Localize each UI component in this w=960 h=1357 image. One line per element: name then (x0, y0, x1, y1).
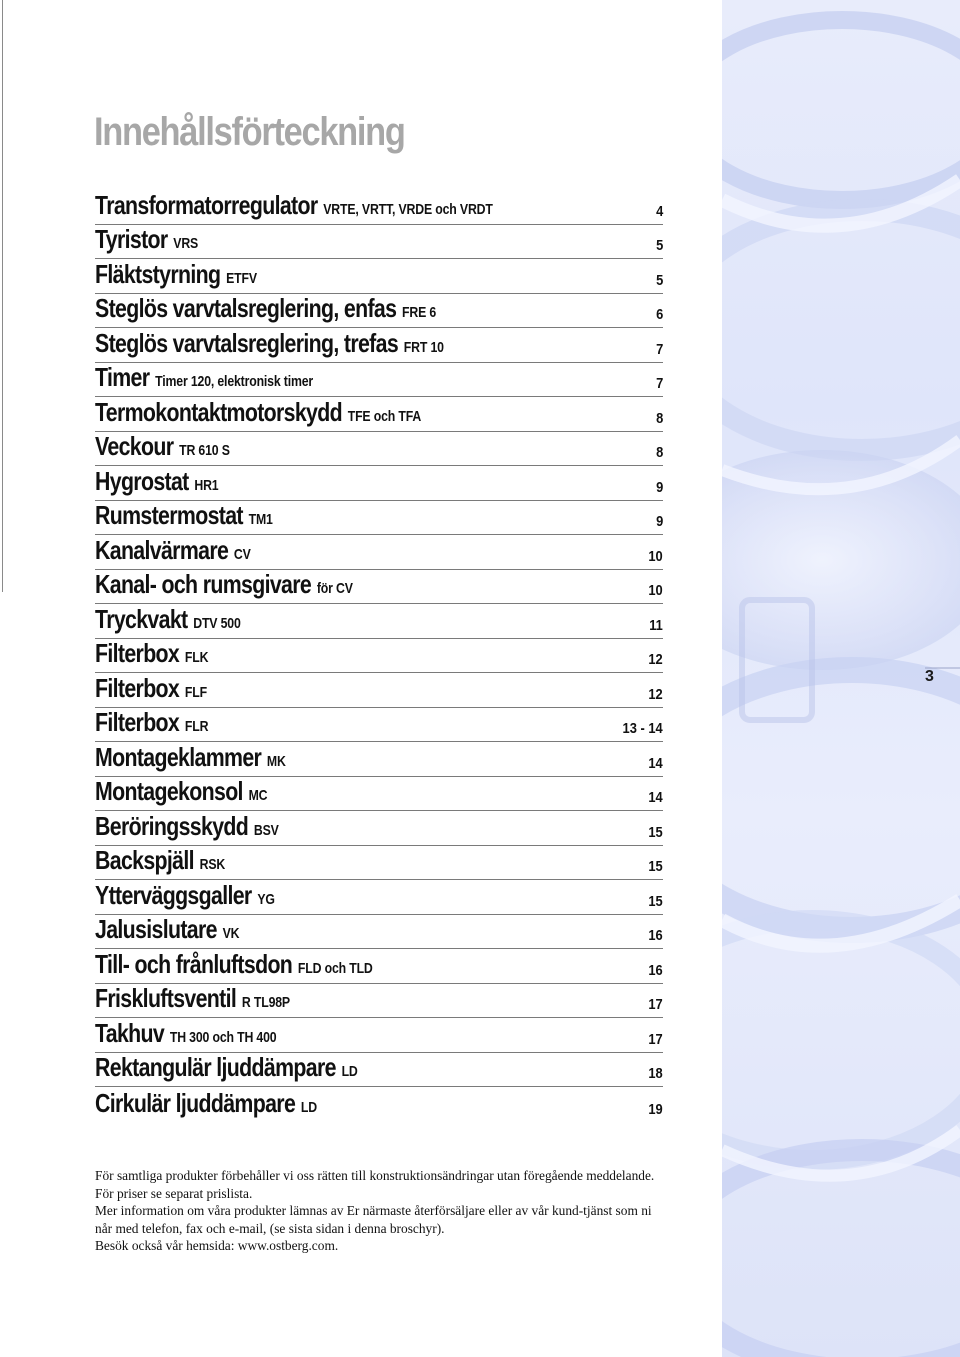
toc-row (95, 363, 663, 398)
toc-entry-page: 10 (648, 582, 663, 599)
toc-label (95, 914, 239, 945)
toc-entry-page: 16 (648, 927, 663, 944)
toc-entry-page: 8 (655, 409, 663, 427)
toc-label (95, 1088, 317, 1119)
footer-paragraph: Mer information om våra produkter lämnas av Er närmaste återförsäljare eller av vår kund-tjänst som ni når med telefon, fax och e-mail, (se sista sidan i denna broschyr). (95, 1203, 652, 1236)
toc-entry-page: 14 (648, 789, 663, 806)
toc-entry-name: Rektangulär ljuddämpare (95, 1052, 336, 1082)
toc-entry-page: 8 (655, 444, 663, 461)
toc-entry-code: TFE och TFA (347, 407, 422, 425)
toc-entry-code: FRT 10 (403, 338, 444, 356)
toc-label (95, 397, 421, 428)
toc-entry-name: Steglös varvtalsreglering, trefas (95, 327, 399, 358)
toc-entry-page: 13 - 14 (622, 720, 663, 737)
toc-entry-page: 11 (649, 616, 663, 634)
toc-entry-code: TM1 (248, 511, 273, 528)
toc-entry-page: 14 (648, 754, 663, 772)
toc-entry-name: Hygrostat (95, 465, 189, 496)
toc-entry-name: Takhuv (95, 1017, 165, 1048)
toc-entry-name: Kanalvärmare (95, 534, 229, 565)
toc-entry-name: Termokontaktmotorskydd (95, 396, 342, 427)
toc-entry-page: 15 (648, 823, 663, 841)
toc-entry-name: Cirkulär ljuddämpare (95, 1087, 296, 1118)
toc-label (95, 569, 353, 600)
toc-entry-page: 4 (655, 202, 663, 220)
toc-row (95, 949, 663, 984)
toc-label (95, 293, 436, 324)
toc-row (95, 225, 663, 260)
toc-entry-page: 17 (648, 996, 663, 1013)
toc-entry-page: 15 (648, 858, 663, 875)
toc-label (95, 431, 230, 462)
toc-entry-name: Jalusislutare (95, 914, 217, 944)
toc-row (95, 397, 663, 432)
footer-notes (95, 1167, 665, 1255)
toc-entry-name: Veckour (95, 431, 174, 461)
footer-paragraph: För priser se separat prislista. (95, 1185, 253, 1201)
toc-entry-code: FLK (184, 649, 209, 666)
toc-entry-name: Transformatorregulator (95, 189, 318, 220)
toc-label (95, 742, 286, 773)
toc-row (95, 190, 663, 225)
toc-label (95, 776, 267, 807)
toc-entry-name: Filterbox (95, 672, 180, 703)
toc-label (95, 880, 275, 911)
toc-entry-page: 16 (648, 961, 663, 979)
toc-label (95, 224, 198, 255)
toc-row (95, 880, 663, 915)
toc-row (95, 466, 663, 501)
toc-entry-page: 12 (648, 685, 663, 703)
toc-label (95, 190, 493, 221)
table-of-contents (95, 190, 663, 1122)
toc-entry-code: VRTE, VRTT, VRDE och VRDT (323, 200, 493, 218)
toc-label (95, 673, 207, 704)
toc-entry-code: TR 610 S (179, 442, 230, 459)
toc-entry-name: Rumstermostat (95, 500, 243, 530)
toc-entry-code: R TL98P (241, 994, 290, 1011)
toc-label (95, 259, 257, 290)
side-page-number: 3 (925, 668, 934, 685)
toc-entry-code: YG (257, 890, 275, 908)
toc-entry-code: TH 300 och TH 400 (169, 1028, 277, 1046)
toc-entry-page: 15 (648, 892, 663, 910)
toc-label (95, 983, 290, 1014)
toc-entry-name: Kanal- och rumsgivare (95, 569, 312, 599)
toc-entry-name: Tyristor (95, 224, 168, 254)
toc-entry-name: Timer (95, 362, 150, 392)
toc-row (95, 570, 663, 605)
toc-entry-name: Montagekonsol (95, 776, 243, 806)
toc-entry-name: Montageklammer (95, 741, 262, 772)
toc-label (95, 638, 208, 669)
footer-paragraph: Besök också vår hemsida: www.ostberg.com. (95, 1238, 339, 1253)
toc-entry-page: 18 (648, 1065, 663, 1082)
toc-label (95, 1018, 276, 1049)
toc-entry-code: VRS (173, 235, 199, 252)
toc-entry-page: 7 (655, 375, 663, 392)
toc-label (95, 500, 273, 531)
toc-entry-name: Beröringsskydd (95, 810, 249, 841)
page-title: Innehållsförteckning (94, 110, 405, 154)
toc-entry-code: LD (341, 1063, 358, 1080)
toc-row (95, 777, 663, 812)
toc-entry-code: DTV 500 (193, 614, 241, 632)
toc-entry-code: LD (300, 1098, 317, 1116)
toc-entry-code: BSV (253, 821, 279, 839)
toc-row (95, 432, 663, 467)
toc-row (95, 708, 663, 743)
toc-entry-code: Timer 120, elektronisk timer (155, 373, 314, 390)
toc-row (95, 328, 663, 363)
toc-row (95, 811, 663, 846)
toc-row (95, 259, 663, 294)
left-margin-rule (2, 0, 3, 592)
toc-entry-page: 7 (655, 340, 663, 358)
toc-row (95, 1053, 663, 1088)
toc-label (95, 707, 208, 738)
toc-label (95, 811, 279, 842)
toc-entry-code: HR1 (194, 476, 219, 494)
toc-row (95, 673, 663, 708)
toc-row (95, 604, 663, 639)
toc-row (95, 742, 663, 777)
toc-label (95, 328, 444, 359)
toc-row (95, 639, 663, 674)
toc-label (95, 535, 251, 566)
toc-entry-code: VK (222, 925, 240, 942)
toc-entry-code: FRE 6 (402, 304, 437, 321)
toc-entry-code: MK (266, 752, 286, 770)
toc-entry-code: FLR (184, 718, 209, 735)
toc-entry-name: Backspjäll (95, 845, 194, 875)
toc-row (95, 1018, 663, 1053)
toc-entry-page: 9 (655, 513, 663, 530)
toc-entry-page: 10 (648, 547, 663, 565)
toc-entry-code: ETFV (226, 269, 257, 287)
toc-label (95, 949, 373, 980)
toc-entry-name: Fläktstyrning (95, 258, 221, 289)
toc-entry-name: Friskluftsventil (95, 983, 237, 1013)
toc-row (95, 535, 663, 570)
toc-entry-code: FLF (184, 683, 207, 701)
toc-row (95, 846, 663, 881)
toc-label (95, 845, 225, 876)
toc-label (95, 362, 313, 393)
toc-row (95, 1087, 663, 1122)
footer-paragraph: För samtliga produkter förbehåller vi oss rätten till konstruktionsändringar utan föregående meddelande. (95, 1168, 655, 1183)
toc-label (95, 604, 241, 635)
toc-label (95, 1052, 358, 1083)
toc-row (95, 984, 663, 1019)
toc-entry-page: 9 (655, 478, 663, 496)
toc-entry-page: 5 (655, 237, 663, 254)
toc-entry-code: FLD och TLD (297, 959, 373, 977)
toc-entry-page: 5 (655, 271, 663, 289)
toc-row (95, 294, 663, 329)
toc-entry-code: RSK (199, 856, 226, 873)
toc-entry-name: Till- och frånluftsdon (95, 948, 293, 979)
toc-entry-code: CV (233, 545, 251, 563)
toc-entry-page: 19 (648, 1100, 663, 1118)
toc-entry-name: Filterbox (95, 638, 180, 668)
toc-label (95, 466, 218, 497)
toc-entry-code: MC (248, 787, 268, 804)
toc-row (95, 915, 663, 950)
toc-entry-page: 12 (648, 651, 663, 668)
toc-entry-name: Ytterväggsgaller (95, 879, 252, 910)
toc-row (95, 501, 663, 536)
toc-entry-page: 6 (655, 306, 663, 323)
toc-entry-name: Filterbox (95, 707, 180, 737)
toc-entry-name: Tryckvakt (95, 603, 188, 634)
toc-entry-name: Steglös varvtalsreglering, enfas (95, 293, 397, 323)
toc-entry-code: för CV (316, 580, 353, 597)
toc-entry-page: 17 (648, 1030, 663, 1048)
